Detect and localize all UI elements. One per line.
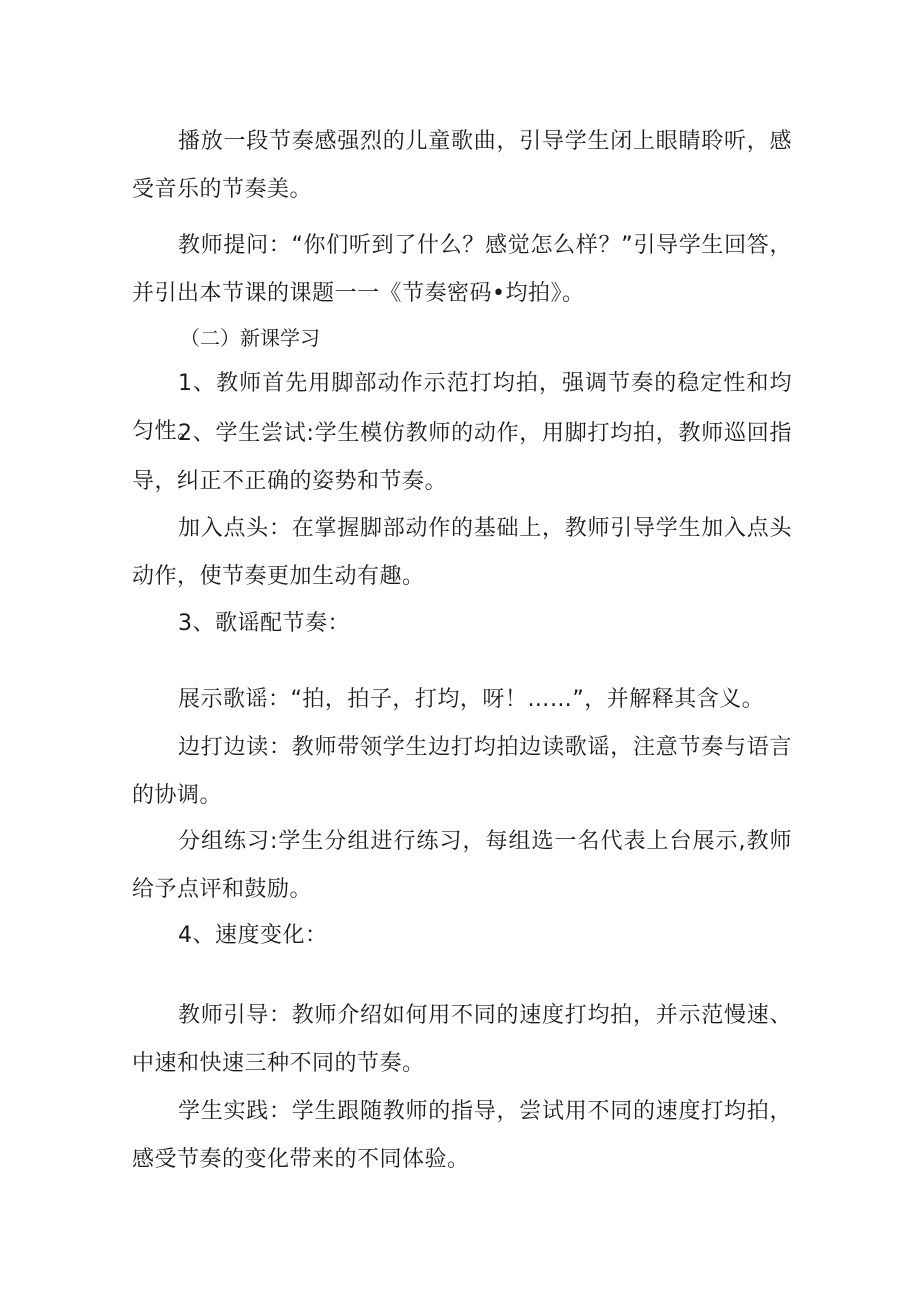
paragraph-step-1: 1、教师首先用脚部动作示范打均拍，强调节奏的稳定性和均匀性。 — [132, 371, 792, 444]
paragraph-step-3: 3、歌谣配节奏： — [178, 611, 350, 636]
paragraph-group-practice: 分组练习:学生分组进行练习，每组选一名代表上台展示,教师给予点评和鼓励。 — [132, 829, 792, 902]
paragraph-read-and-beat: 边打边读：教师带领学生边打均拍边读歌谣，注意节奏与语言的协调。 — [132, 735, 792, 808]
paragraph-show-rhyme: 展示歌谣：“拍，拍子，打均，呀！……”，并解释其含义。 — [178, 687, 765, 712]
paragraph-step-4: 4、速度变化： — [178, 923, 328, 948]
paragraph-teacher-question: 教师提问：“你们听到了什么？感觉怎么样？”引导学生回答，并引出本节课的课题一一《节奏密码•均拍》。 — [132, 233, 792, 306]
paragraph-student-practice: 学生实践：学生跟随教师的指导，尝试用不同的速度打均拍，感受节奏的变化带来的不同体验。 — [132, 1099, 792, 1172]
paragraph-add-nod: 加入点头：在掌握脚部动作的基础上，教师引导学生加入点头动作，使节奏更加生动有趣。 — [132, 516, 792, 589]
paragraph-intro-song: 播放一段节奏感强烈的儿童歌曲，引导学生闭上眼睛聆听，感受音乐的节奏美。 — [132, 129, 792, 202]
paragraph-teacher-guide: 教师引导：教师介绍如何用不同的速度打均拍，并示范慢速、中速和快速三种不同的节奏。 — [132, 1003, 792, 1076]
section-heading-new-lesson: （二）新课学习 — [180, 326, 320, 350]
paragraph-step-2: 2、学生尝试:学生模仿教师的动作，用脚打均拍，教师巡回指导，纠正不正确的姿势和节奏。 — [132, 421, 792, 494]
